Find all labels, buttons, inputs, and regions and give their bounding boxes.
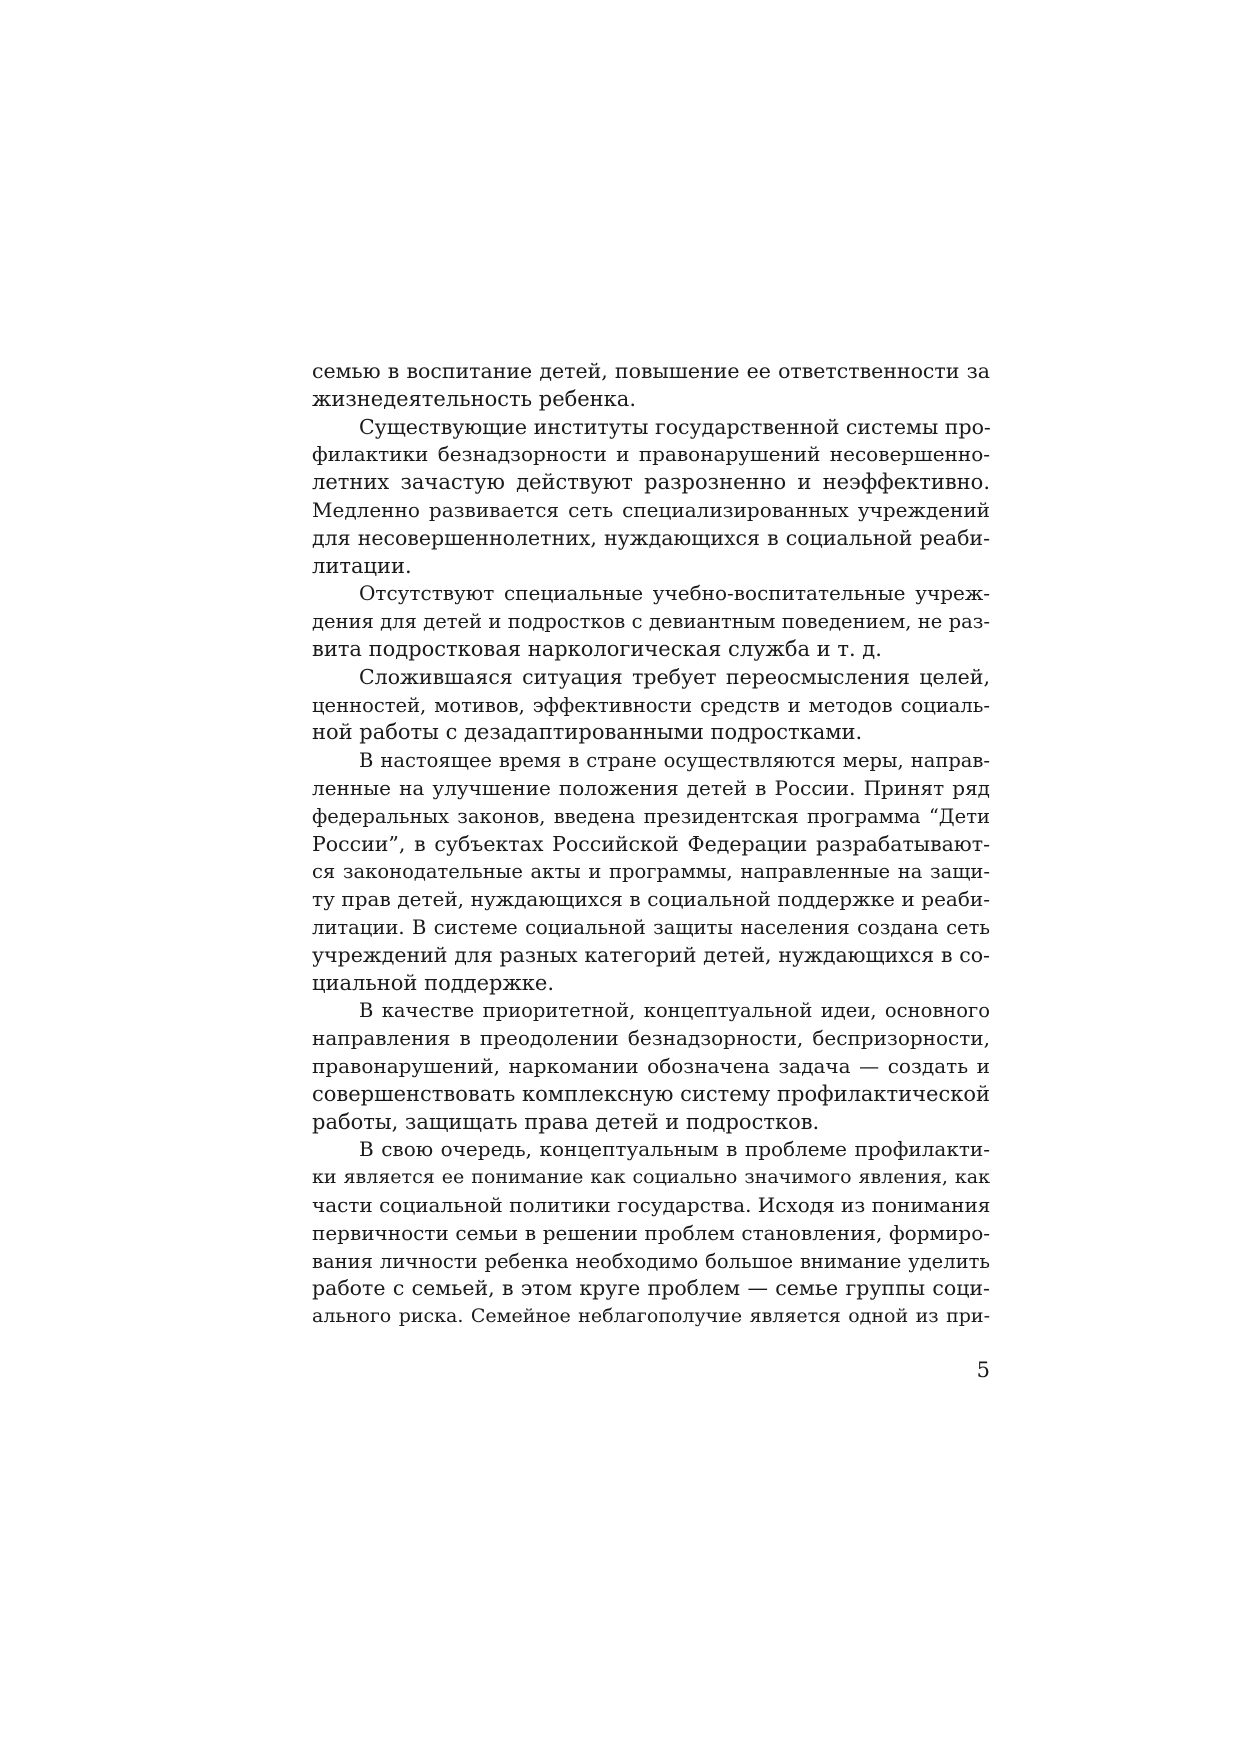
text-line: федеральных законов, введена президентская программа “Дети: [312, 804, 990, 828]
text-line: В настоящее время в стране осуществляются меры, направ-: [359, 749, 990, 773]
text-line: циальной поддержке.: [312, 970, 555, 995]
text-line: для несовершеннолетних, нуждающихся в социальной реаби-: [312, 525, 990, 550]
text-line: литации.: [312, 553, 412, 578]
text-line: ки является ее понимание как социально значимого явления, как: [312, 1166, 990, 1189]
text-line: ся законодательные акты и программы, направленные на защи-: [312, 860, 990, 884]
text-line: первичности семьи в решении проблем становления, формиро-: [312, 1220, 990, 1245]
text-line: работы, защищать права детей и подростков.: [312, 1109, 820, 1134]
text-line: совершенствовать комплексную систему профилактической: [312, 1081, 990, 1106]
text-line: правонарушений, наркомании обозначена задача — создать и: [312, 1053, 990, 1078]
body-text: [312, 358, 990, 1331]
text-line: направления в преодолении безнадзорности, беспризорности,: [312, 1026, 990, 1051]
paragraph: [312, 1136, 990, 1331]
text-line: дения для детей и подростков с девиантным поведением, не раз-: [312, 610, 990, 634]
text-line: учреждений для разных категорий детей, нуждающихся в со-: [312, 942, 990, 967]
paragraph: [312, 664, 990, 747]
paragraph: [312, 580, 990, 663]
text-line: семью в воспитание детей, повышение ее ответственности за: [312, 359, 990, 383]
text-line: работе с семьей, в этом круге проблем — семье группы соци-: [312, 1276, 990, 1301]
text-line: вита подростковая наркологическая служба и т. д.: [312, 636, 882, 661]
text-line: ту прав детей, нуждающихся в социальной поддержке и реаби-: [312, 887, 990, 912]
text-line: летних зачастую действуют разрозненно и неэффективно.: [312, 470, 990, 495]
text-line: ценностей, мотивов, эффективности средств и методов социаль-: [312, 693, 990, 717]
text-line: Медленно развивается сеть специализированных учреждений: [312, 497, 990, 522]
paragraph: [312, 358, 990, 414]
text-line: Существующие институты государственной системы про-: [359, 414, 991, 439]
text-line: филактики безнадзорности и правонарушений несовершенно-: [312, 442, 990, 467]
text-line: Сложившаяся ситуация требует переосмысления целей,: [359, 664, 990, 689]
text-line: литации. В системе социальной защиты населения создана сеть: [312, 915, 990, 939]
text-line: ленные на улучшение положения детей в России. Принят ряд: [312, 775, 990, 800]
text-line: Отсутствуют специальные учебно-воспитательные учреж-: [359, 581, 990, 606]
text-line: В свою очередь, концептуальным в проблеме профилакти-: [359, 1137, 990, 1162]
text-line: жизнедеятельность ребенка.: [312, 386, 637, 411]
paragraph: [312, 997, 990, 1136]
text-line: ной работы с дезадаптированными подростками.: [312, 720, 863, 745]
text-line: части социальной политики государства. Исходя из понимания: [312, 1192, 991, 1217]
text-line: вания личности ребенка необходимо большое внимание уделить: [312, 1249, 990, 1273]
text-line: ального риска. Семейное неблагополучие является одной из при-: [312, 1305, 990, 1328]
paragraph: [312, 414, 990, 581]
paragraph: [312, 747, 990, 997]
page-number: 5: [976, 1358, 990, 1382]
text-line: В качестве приоритетной, концептуальной идеи, основного: [359, 999, 990, 1023]
text-line: России”, в субъектах Российской Федерации разрабатывают-: [312, 831, 990, 856]
